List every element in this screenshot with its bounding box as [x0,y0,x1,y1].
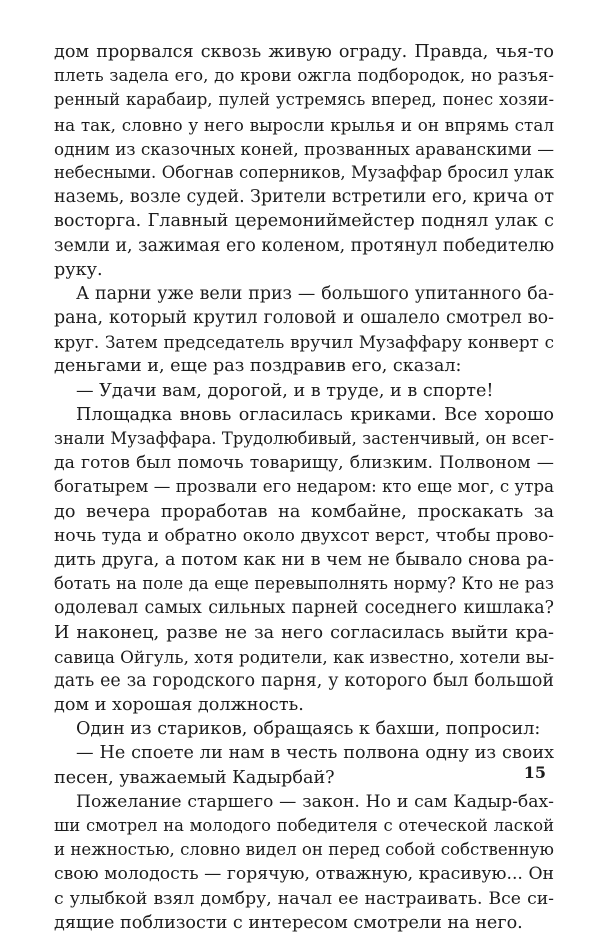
text-line: ши смотрел на молодого победителя с отеческой лаской [54,816,554,835]
text-line: ренный карабаир, пулей устремясь вперед, понес хозяи- [54,90,554,110]
text-line: савица Ойгуль, хотя родители, как известно, хотели вы- [54,646,555,667]
text-line: дом прорвался сквозь живую ограду. Правда, чья-то [54,42,554,62]
text-line: до вечера проработав на комбайне, проскакать за [54,501,554,522]
text-line: наземь, возле судей. Зрители встретили его, крича от [54,187,554,208]
text-line: и нежностью, словно видел он перед собой собственную [54,840,554,860]
text-line: плеть задела его, до крови ожгла подбородок, но разъя- [54,66,554,86]
body-text [54,40,554,935]
text-line: руку. [54,259,103,280]
text-line: одолевал самых сильных парней соседнего кишлака? [54,598,554,619]
text-line: ночь туда и обратно около двухсот верст, чтобы прово- [54,525,554,546]
text-line: дить друга, а потом как ни в чем не бывало снова ра- [54,549,554,570]
text-line: восторга. Главный церемониймейстер поднял улак с [54,211,554,232]
text-line: дящие поблизости с интересом смотрели на него. [54,912,523,933]
text-line: с улыбкой взял домбру, начал ее настраивать. Все си- [54,888,554,909]
page-number: 15 [523,763,546,782]
text-line: на так, словно у него выросли крылья и он впрямь стал [54,114,554,135]
text-line: деньгами и, еще раз поздравив его, сказал: [54,356,462,377]
text-line: одним из сказочных коней, прозванных араванскими — [54,138,554,159]
text-line: — Удачи вам, дорогой, и в труде, и в спорте! [76,380,494,401]
text-line: А парни уже вели приз — большого упитанного ба- [76,283,554,304]
text-line: земли и, зажимая его коленом, протянул победителю [54,235,555,256]
text-line: песен, уважаемый Кадырбай? [54,767,335,788]
text-line: Пожелание старшего — закон. Но и сам Кадыр-бах- [76,791,554,812]
text-line: свою молодость — горячую, отважную, красивую... Он [54,864,554,885]
text-line: Площадка вновь огласилась криками. Все хорошо [76,404,554,425]
text-line: Один из стариков, обращаясь к бахши, попросил: [76,719,541,740]
text-line: ботать на поле да еще перевыполнять норму? Кто не раз [54,574,554,594]
text-line: И наконец, разве не за него согласилась выйти кра- [54,622,554,643]
text-line: богатырем — прозвали его недаром: кто еще мог, с утра [54,477,554,497]
text-line: круг. Затем председатель вручил Музаффару конверт с [54,332,554,353]
text-line: знали Музаффара. Трудолюбивый, застенчивый, он всег- [54,429,554,448]
text-line: дом и хорошая должность. [54,695,304,716]
text-line: дать ее за городского парня, у которого был большой [54,670,554,691]
text-line: небесными. Обогнав соперников, Музаффар бросил улак [54,162,554,182]
text-line: рана, который крутил головой и ошалело смотрел во- [54,308,554,329]
text-line: — Не споете ли нам в честь полвона одну из своих [76,743,554,764]
text-line: да готов был помочь товарищу, близким. Полвоном — [54,453,554,474]
